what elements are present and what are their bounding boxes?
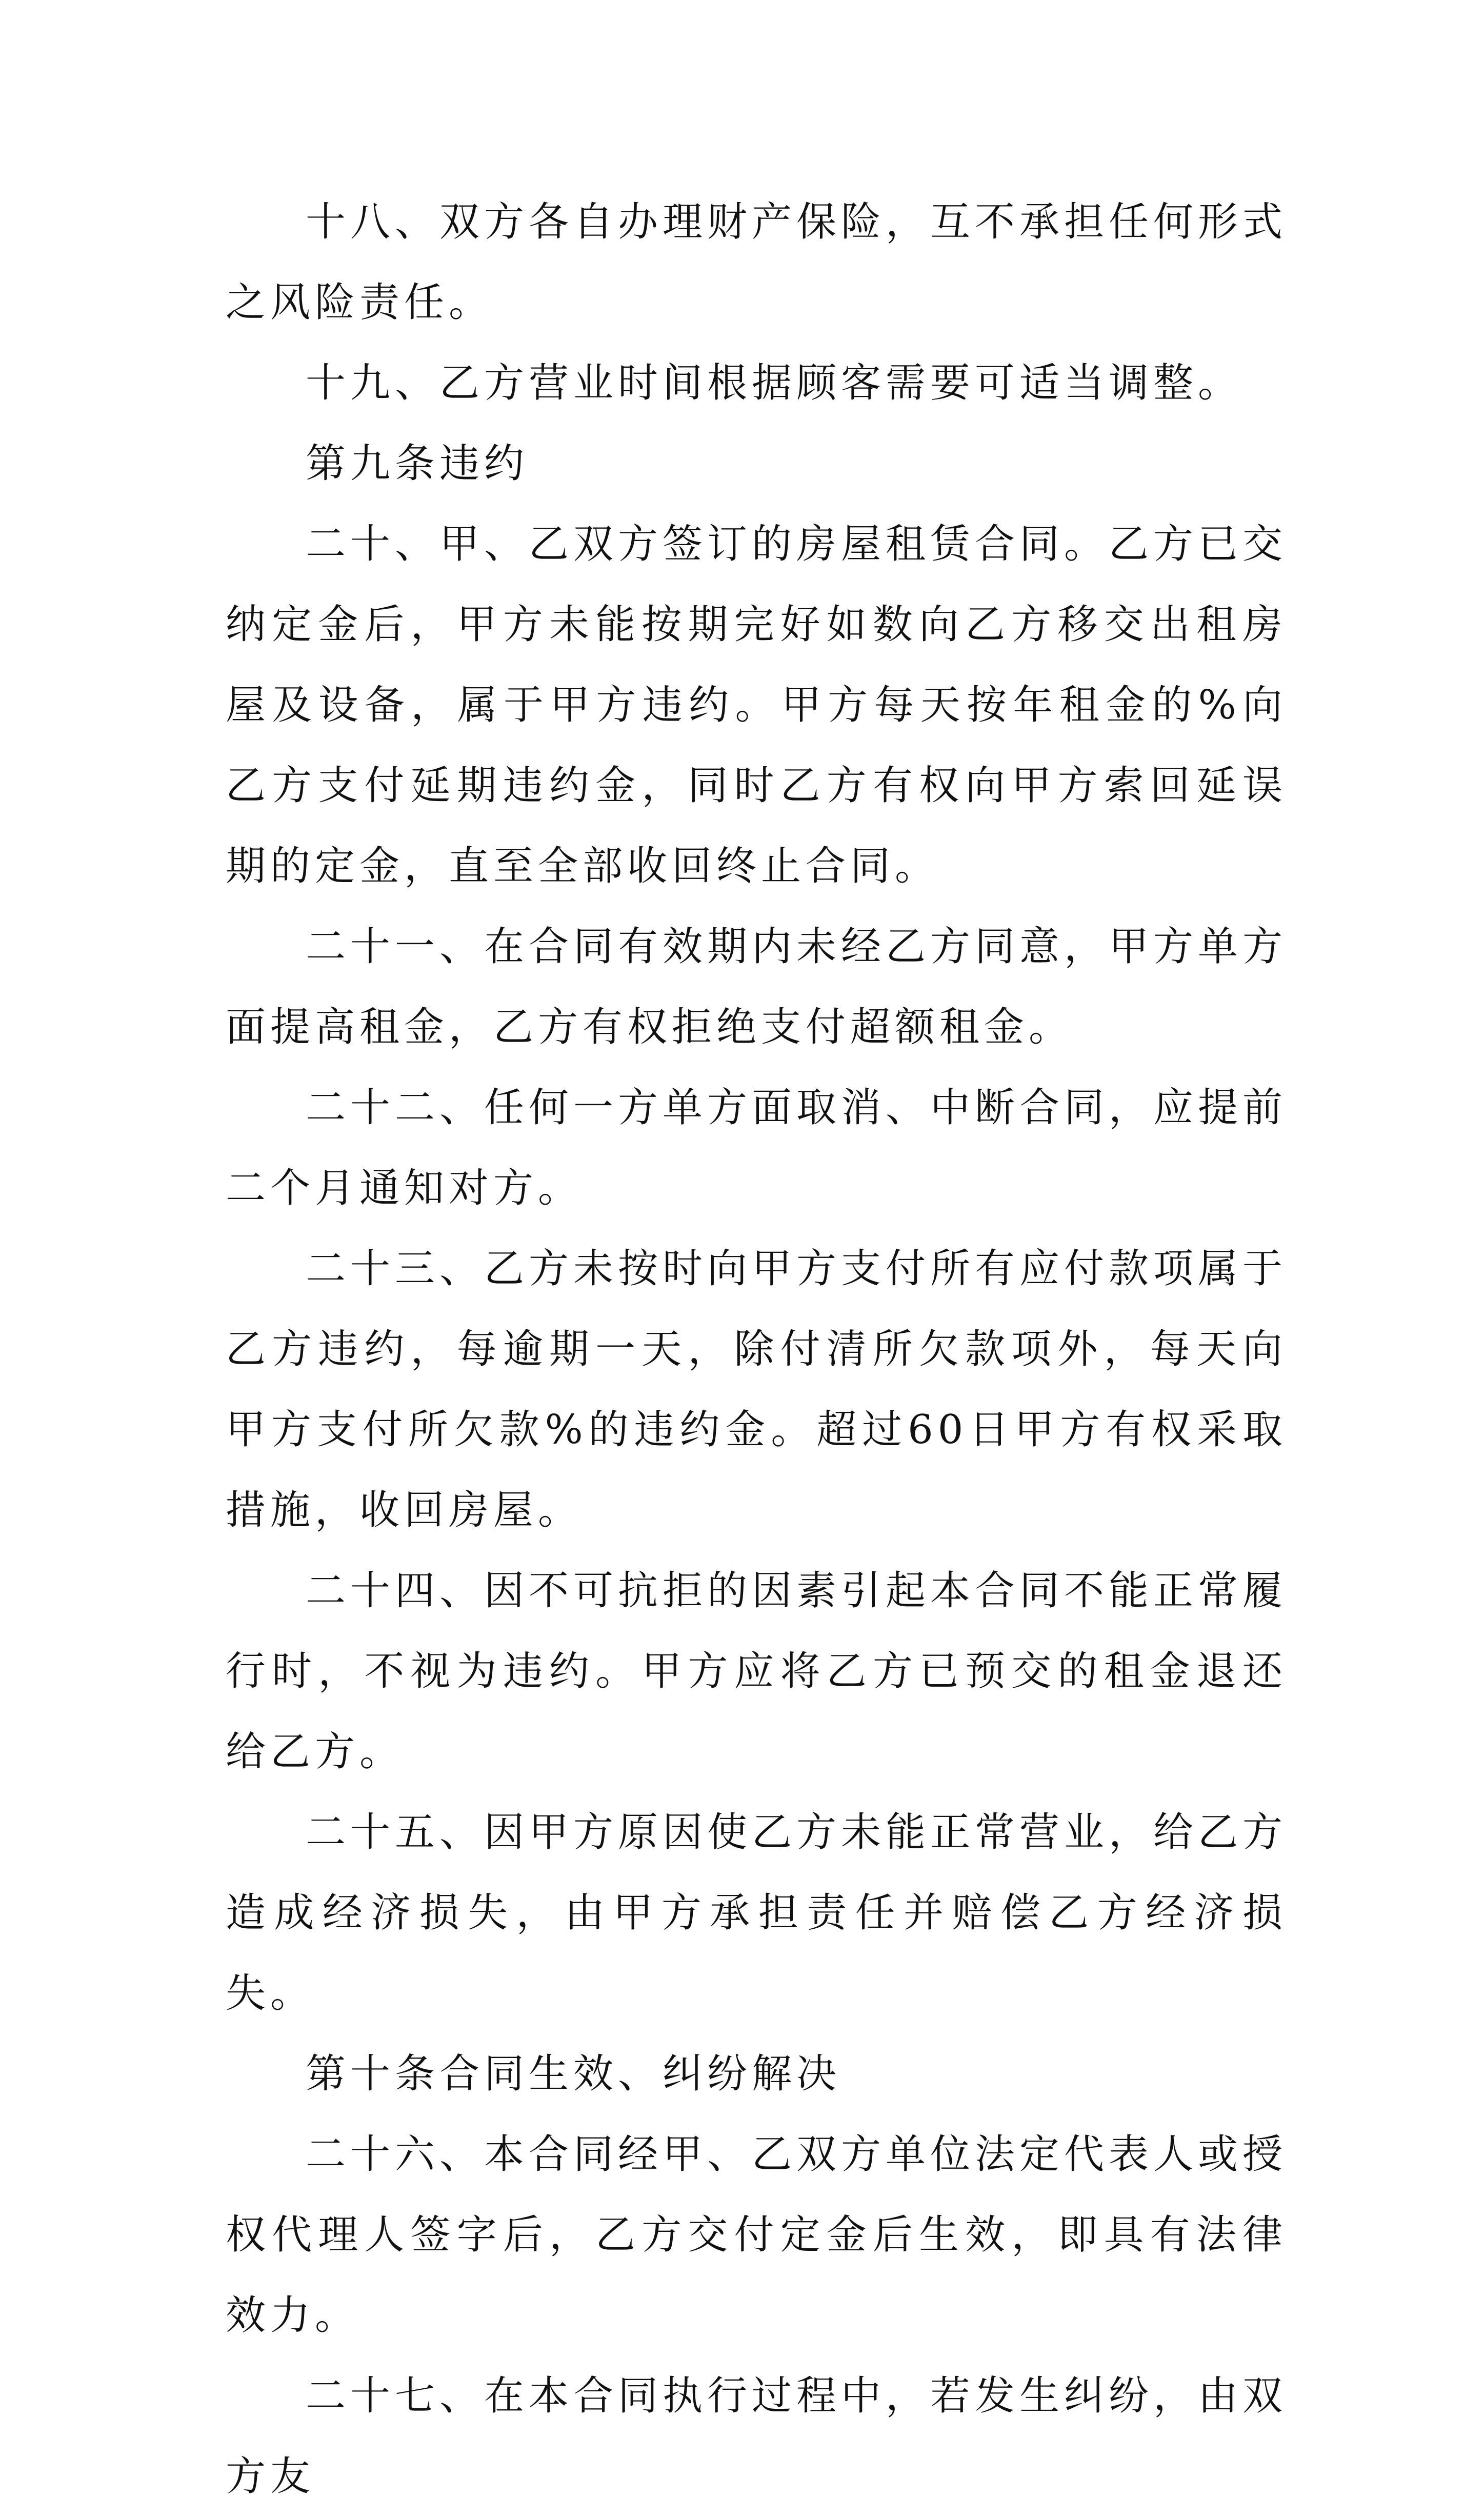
clause-27: 二十七、在本合同执行过程中，若发生纠纷，由双方友 (226, 2373, 1288, 2500)
clause-26: 二十六、本合同经甲、乙双方单位法定代表人或授权代理人签字后，乙方交付定金后生效，即具有法律效力。 (226, 2131, 1288, 2339)
document-body (226, 182, 1287, 2517)
clause-20: 二十、甲、乙双方签订的房屋租赁合同。乙方已交纳定金后，甲方未能按期完好如数向乙方移交出租房屋及设备，属于甲方违约。甲方每天按年租金的%向乙方支付延期违约金，同时乙方有权向甲方索回延误期的定金，直至全部收回终止合同。 (226, 521, 1288, 889)
clause-23: 二十三、乙方未按时向甲方支付所有应付款项属于乙方违约，每逾期一天，除付清所欠款项外，每天向甲方支付所欠款%的违约金。超过60日甲方有权采取措施，收回房屋。 (226, 1246, 1288, 1533)
clause-18: 十八、双方各自办理财产保险，互不承担任何形式之风险责任。 (226, 199, 1288, 326)
clause-21: 二十一、在合同有效期内未经乙方同意，甲方单方面提高租金，乙方有权拒绝支付超额租金。 (226, 924, 1288, 1050)
section-heading-9: 第九条违约 (306, 441, 529, 487)
clause-22: 二十二、任何一方单方面取消、中断合同，应提前二个月通知对方。 (226, 1085, 1288, 1211)
clause-19: 十九、乙方营业时间根据顾客需要可适当调整。 (306, 360, 1243, 406)
clause-25: 二十五、因甲方原因使乙方未能正常营业，给乙方造成经济损失，由甲方承担责任并赔偿乙方经济损失。 (226, 1809, 1288, 2016)
section-heading-10: 第十条合同生效、纠纷解决 (306, 2051, 841, 2097)
clause-24: 二十四、因不可抗拒的因素引起本合同不能正常履行时，不视为违约。甲方应将乙方已预交的租金退还给乙方。 (226, 1568, 1288, 1775)
